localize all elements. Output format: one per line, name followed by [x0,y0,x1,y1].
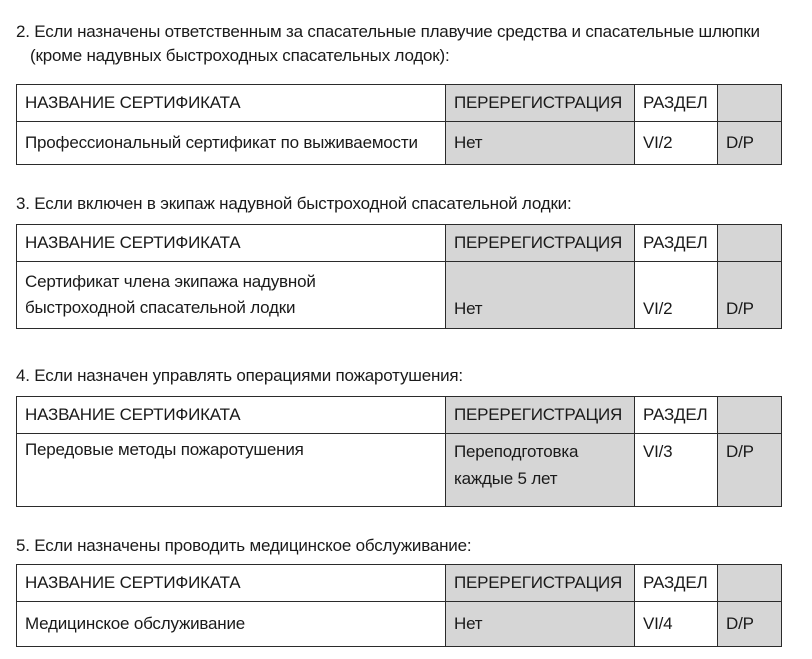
certificate-table [16,224,782,329]
heading-line-1: 4. Если назначен управлять операциями пожаротушения: [16,366,463,385]
table-header-row [17,397,782,434]
cert-dp: D/P [718,262,782,329]
header-extra [718,397,782,434]
header-name: НАЗВАНИЕ СЕРТИФИКАТА [17,85,446,122]
cert-name [17,262,446,329]
heading-line-1: 3. Если включен в экипаж надувной быстроходной спасательной лодки: [16,194,572,213]
cert-dp: D/P [718,602,782,647]
header-extra [718,225,782,262]
section-heading [16,364,463,388]
table-row [17,262,782,329]
cert-section: VI/3 [635,434,718,507]
table-row [17,602,782,647]
header-name: НАЗВАНИЕ СЕРТИФИКАТА [17,397,446,434]
cert-dp: D/P [718,434,782,507]
header-section: РАЗДЕЛ [635,85,718,122]
header-section: РАЗДЕЛ [635,565,718,602]
header-section: РАЗДЕЛ [635,225,718,262]
cert-renewal: Нет [446,122,635,165]
cert-name-text: Передовые методы пожаротушения [25,440,304,459]
cert-name: Медицинское обслуживание [17,602,446,647]
header-extra [718,565,782,602]
cert-name [17,434,446,507]
table-header-row [17,225,782,262]
cert-name-line-1: Сертификат члена экипажа надувной [25,272,316,291]
section-heading [16,192,572,216]
header-renewal: ПЕРЕРЕГИСТРАЦИЯ [446,565,635,602]
cert-section: VI/2 [635,262,718,329]
cert-name-line-2: быстроходной спасательной лодки [25,298,296,317]
heading-line-1: 5. Если назначены проводить медицинское обслуживание: [16,536,472,555]
header-name: НАЗВАНИЕ СЕРТИФИКАТА [17,225,446,262]
cert-renewal-line-1: Переподготовка [454,442,579,461]
heading-line-2: (кроме надувных быстроходных спасательных лодок): [30,46,450,65]
certificate-table [16,396,782,507]
certificate-table [16,84,782,165]
cert-renewal-line-2: каждые 5 лет [454,469,558,488]
certificate-table [16,564,782,647]
section-heading [16,534,471,558]
table-header-row [17,85,782,122]
cert-renewal [446,434,635,507]
cert-renewal: Нет [446,262,635,329]
header-renewal: ПЕРЕРЕГИСТРАЦИЯ [446,85,635,122]
header-renewal: ПЕРЕРЕГИСТРАЦИЯ [446,397,635,434]
table-header-row [17,565,782,602]
cert-renewal: Нет [446,602,635,647]
cert-section: VI/2 [635,122,718,165]
table-row [17,122,782,165]
header-name: НАЗВАНИЕ СЕРТИФИКАТА [17,565,446,602]
cert-section: VI/4 [635,602,718,647]
header-extra [718,85,782,122]
header-renewal: ПЕРЕРЕГИСТРАЦИЯ [446,225,635,262]
heading-line-1: 2. Если назначены ответственным за спасательные плавучие средства и спасательные шлюпки [16,22,760,41]
section-heading [16,20,760,68]
cert-dp: D/P [718,122,782,165]
header-section: РАЗДЕЛ [635,397,718,434]
cert-name: Профессиональный сертификат по выживаемости [17,122,446,165]
table-row [17,434,782,507]
